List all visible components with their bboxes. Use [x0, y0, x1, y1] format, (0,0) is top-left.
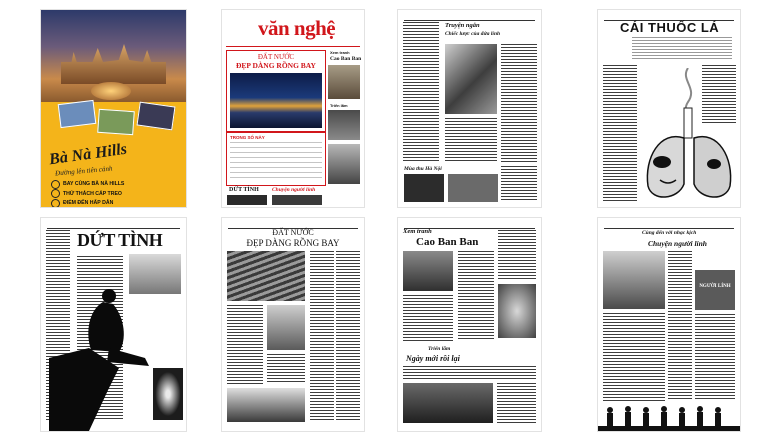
dat-nuoc-page[interactable] [222, 218, 364, 431]
cover-feature-label: BAY CÙNG BÀ NÀ HILLS [63, 181, 125, 187]
circle-icon [51, 189, 60, 198]
story-title: Chiếc lược của đứa lính [445, 31, 501, 37]
cover-title-script: Bà Nà Hills [48, 140, 128, 169]
poster-box [695, 270, 735, 310]
cover-feature [51, 190, 181, 198]
side-head: Xem tranh [330, 50, 350, 55]
figure-legs [107, 348, 149, 366]
side-photo-1 [328, 65, 360, 99]
cao-ban-ban-title: Cao Ban Ban [416, 236, 479, 248]
soldier-title: Chuyện người lính [648, 239, 707, 248]
front-page[interactable] [222, 10, 364, 207]
cigarette-title: CÁI THUỐC LÁ [620, 20, 720, 35]
text-column [227, 305, 263, 385]
cao-ban-ban-page[interactable] [398, 218, 541, 431]
hero-photo [230, 73, 322, 128]
box2-photo [272, 195, 322, 205]
text-column [267, 354, 305, 384]
story-photo-2 [404, 174, 444, 202]
text-column [403, 22, 439, 162]
circle-icon [51, 180, 60, 189]
hero-title-top: ĐẤT NƯỚC [257, 53, 295, 61]
text-column [501, 44, 537, 162]
valley-photo [267, 305, 305, 350]
soldiers-photo [603, 251, 665, 309]
page-header [47, 222, 180, 229]
soldier-page[interactable] [598, 218, 740, 431]
toc-entries [230, 142, 322, 180]
text-column [501, 166, 537, 202]
cover-feature [51, 199, 181, 207]
story-section-title: Mùa thu Hà Nội [404, 166, 442, 172]
side-photo-2 [328, 110, 360, 140]
trien-lam-title: Ngày mới rồi lại [406, 354, 460, 363]
side-photo-3 [328, 144, 360, 184]
text-column [403, 295, 453, 341]
lungs-illustration [640, 68, 738, 204]
side-head2: Triển lãm [330, 103, 348, 108]
gate-photo [227, 388, 305, 422]
box1-photo [227, 195, 267, 205]
cover-feature-list [51, 180, 181, 207]
masthead: văn nghệ [258, 16, 336, 40]
poster-title: NGƯỜI LÍNH [699, 284, 731, 289]
cover-feature-label: ĐIỂM ĐẾN HẤP DẪN [63, 200, 114, 206]
cover-thumb-3 [137, 102, 176, 131]
hero-frame [226, 50, 326, 132]
text-column [497, 383, 536, 423]
cover-thumb-2 [97, 109, 135, 135]
text-column [603, 313, 665, 401]
soldier-kicker: Cùng đến với nhạc kịch [642, 230, 697, 236]
text-column [403, 366, 536, 380]
hero-title-main: ĐẸP DÀNG RỒNG BAY [236, 61, 316, 70]
dat-nuoc-title-main: ĐẸP DÀNG RỒNG BAY [246, 238, 340, 248]
cover-feature-label: THỬ THÁCH CÁP TREO [63, 190, 122, 197]
marching-soldiers-silhouette [598, 404, 740, 431]
story-page[interactable] [398, 10, 541, 207]
dut-tinh-page[interactable] [41, 218, 186, 431]
exhibition-photo [403, 383, 493, 423]
page-header [404, 14, 535, 21]
left-eye [653, 156, 671, 168]
cover-feature [51, 180, 181, 188]
text-column [445, 118, 497, 162]
cover-plaza [91, 82, 131, 100]
circle-icon [51, 199, 60, 208]
toc-box [226, 132, 326, 186]
right-eye [707, 159, 721, 169]
figure-body [88, 302, 124, 352]
page-header [604, 222, 734, 229]
story-photo-3 [448, 174, 498, 202]
side-title: Cao Ban Ban [330, 56, 362, 62]
cover-thumb-1 [58, 100, 97, 128]
masthead-rule [226, 46, 360, 47]
terraces-photo [227, 251, 305, 301]
text-column [458, 251, 494, 341]
box1-title: DỨT TÌNH [229, 187, 259, 193]
cover-page[interactable] [41, 10, 186, 207]
cover-subtitle: Đường lên tiên cảnh [54, 164, 113, 178]
toc-heading: TRONG SỐ NÀY [230, 135, 265, 140]
xem-tranh-kicker: Xem tranh [403, 228, 432, 235]
text-column [336, 251, 360, 421]
story-photo [445, 44, 497, 114]
trien-lam-kicker: Triển lãm [428, 346, 451, 352]
figure-head [102, 289, 116, 303]
cigarette-stick [684, 108, 692, 138]
cigarette-page[interactable] [598, 10, 740, 207]
painting-photo-1 [403, 251, 453, 291]
silhouette-illustration [49, 288, 159, 431]
story-kicker: Truyện ngắn [445, 22, 480, 29]
quote-block [632, 37, 732, 61]
text-column [668, 251, 692, 401]
dat-nuoc-title-top: ĐẤT NƯỚC [272, 228, 314, 237]
box2-title: Chuyện người lính [272, 187, 316, 193]
text-column [498, 230, 536, 280]
text-column [695, 314, 735, 401]
text-column [310, 251, 334, 421]
text-column [603, 65, 637, 201]
dut-tinh-title: DỨT TÌNH [77, 230, 163, 250]
painting-photo-2 [498, 284, 536, 338]
